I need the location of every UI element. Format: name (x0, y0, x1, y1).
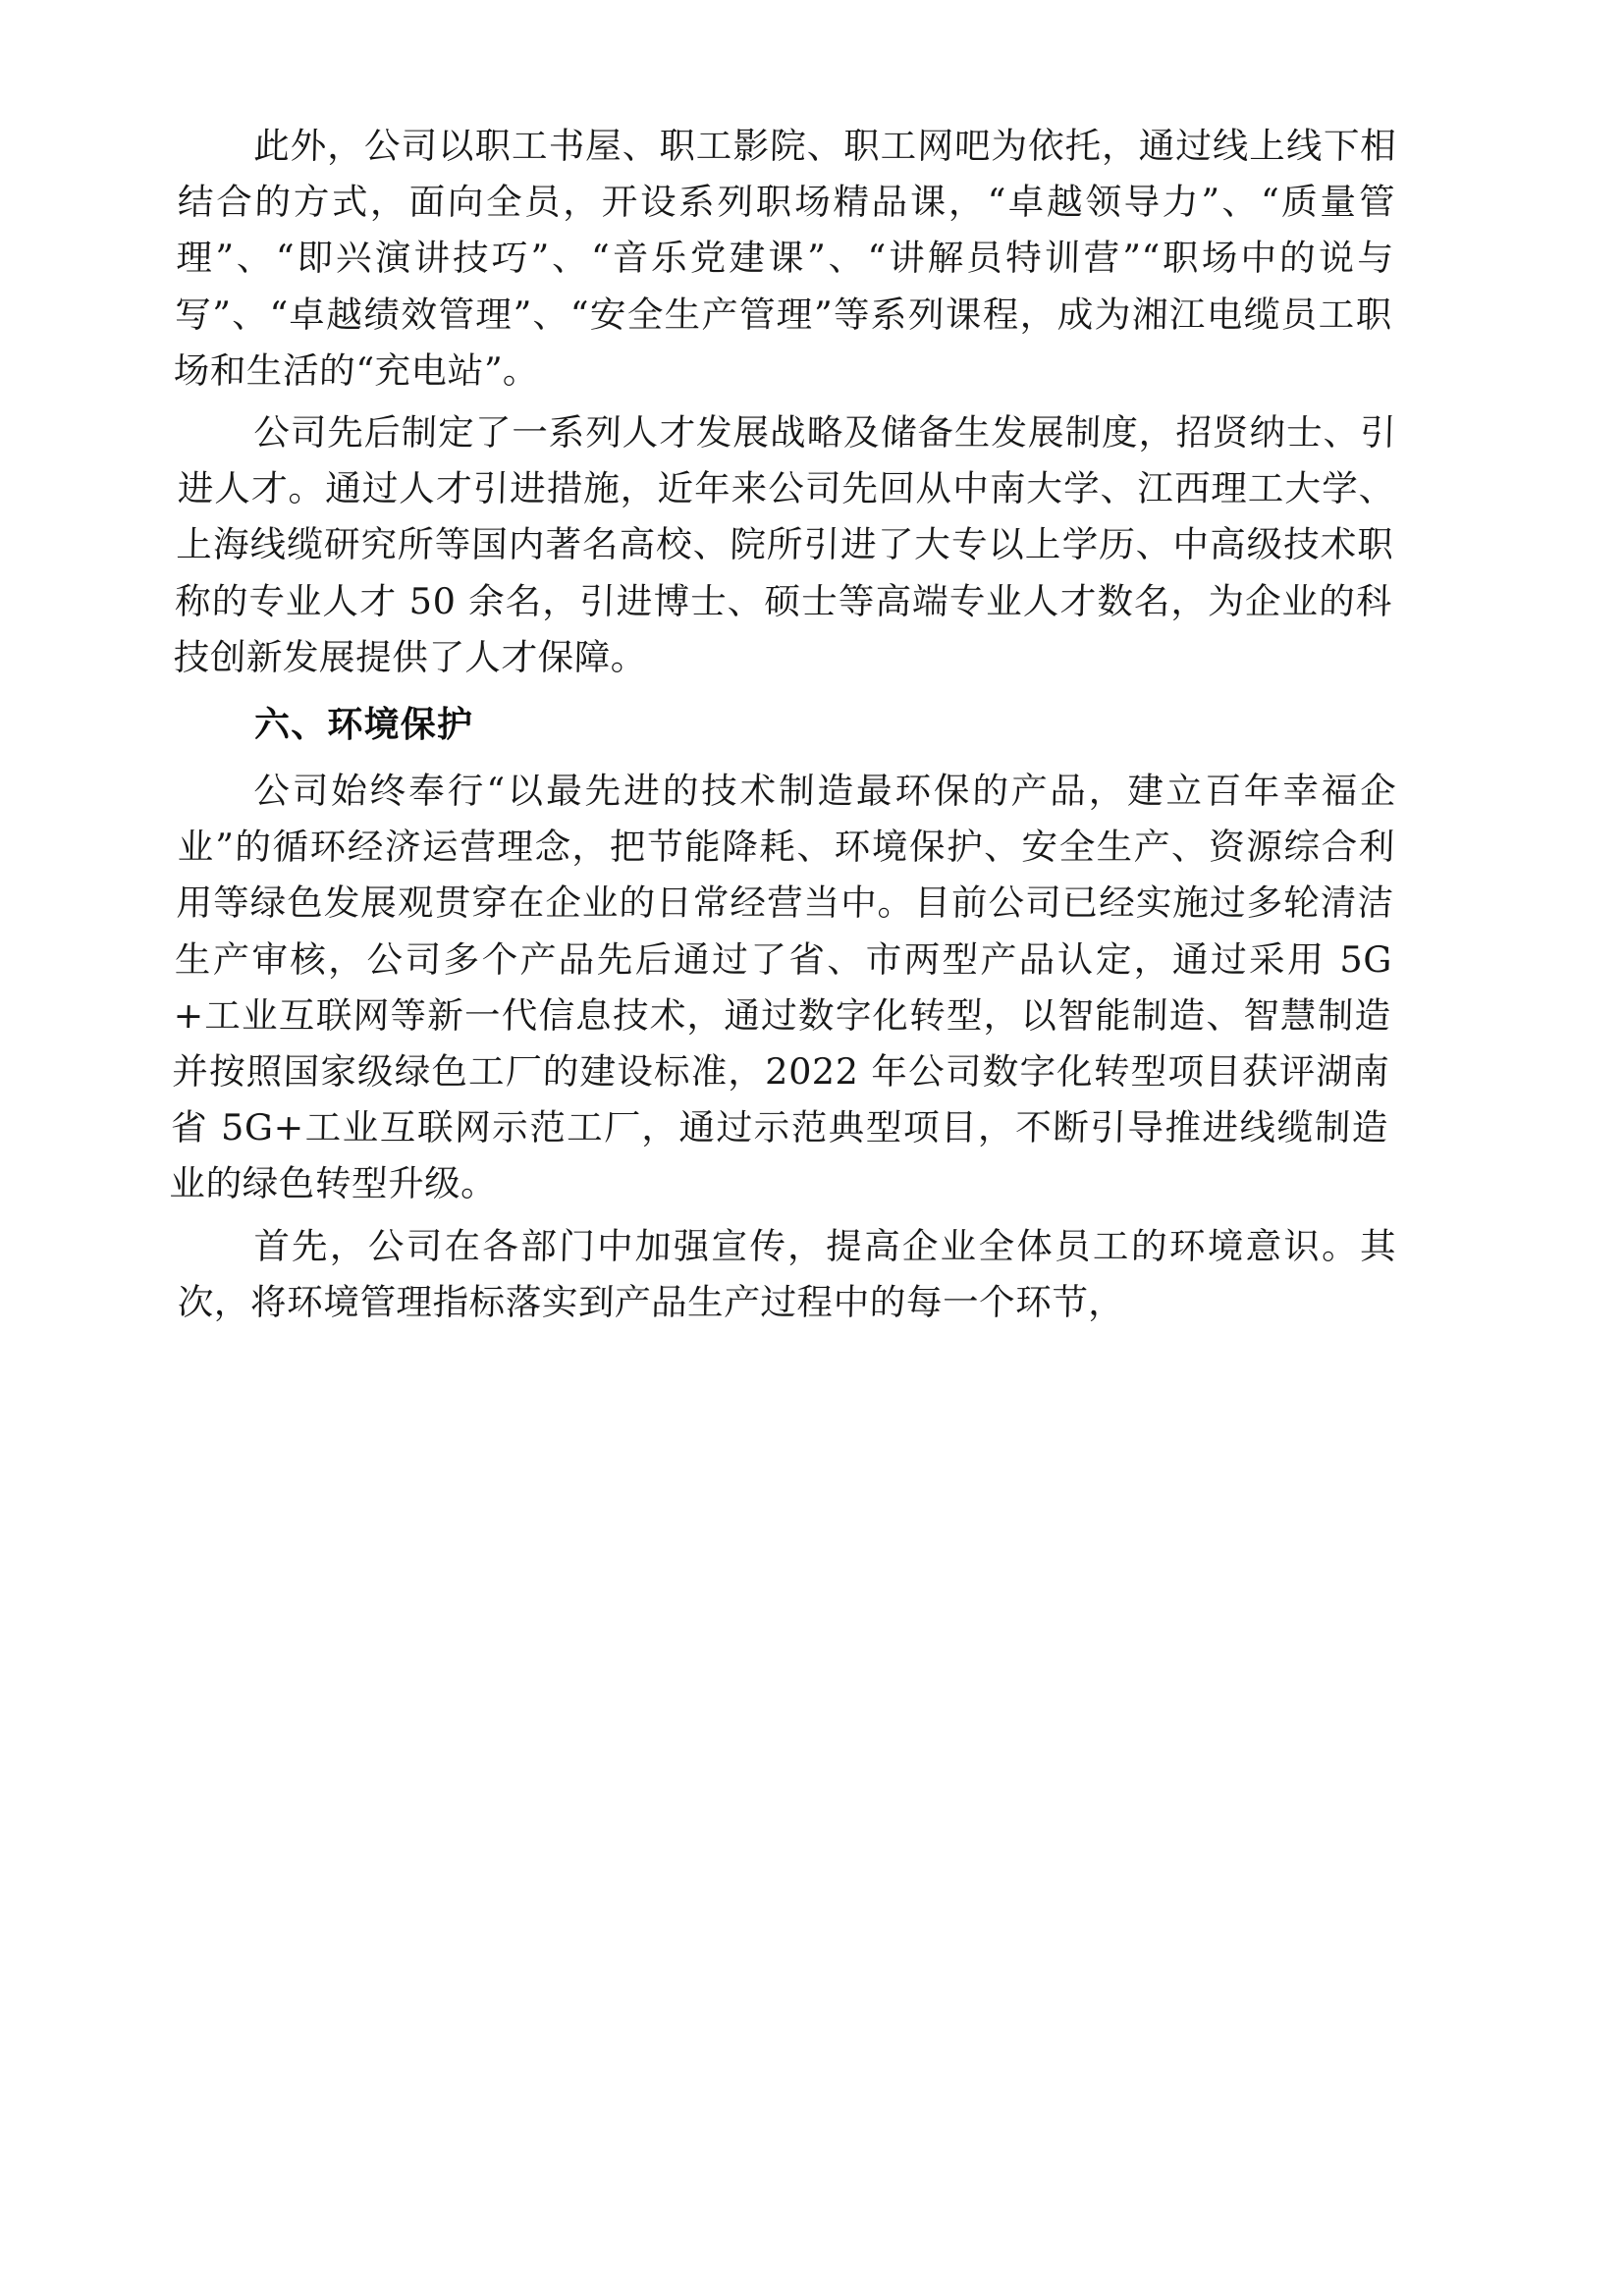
page-content (168, 118, 1397, 1336)
paragraph-staff-training: 此外，公司以职工书屋、职工影院、职工网吧为依托，通过线上线下相结合的方式，面向全员，开设系列职场精品课，“卓越领导力”、“质量管理”、“即兴演讲技巧”、“音乐党建课”、“讲解员特训营”“职场中的说与写”、“卓越绩效管理”、“安全生产管理”等系列课程，成为湘江电缆员工职场和生活的“充电站”。 (173, 125, 1397, 392)
section-heading-environmental-protection: 六、环境保护 (254, 705, 474, 746)
paragraph-green-manufacturing: 公司始终奉行“以最先进的技术制造最环保的产品，建立百年幸福企业”的循环经济运营理念，把节能降耗、环境保护、安全生产、资源综合利用等绿色发展观贯穿在企业的日常经营当中。目前公司已经实施过多轮清洁生产审核，公司多个产品先后通过了省、市两型产品认定，通过采用 5G+工业互联网等新一代信息技术，通过数字化转型，以智能制造、智慧制造并按照国家级绿色工厂的建设标准，2022 年公司数字化转型项目获评湖南省 5G+工业互联网示范工厂，通过示范典型项目，不断引导推进线缆制造业的绿色转型升级。 (168, 770, 1397, 1205)
paragraph-environmental-awareness: 首先，公司在各部门中加强宣传，提高企业全体员工的环境意识。其次，将环境管理指标落实到产品生产过程中的每一个环节， (177, 1224, 1397, 1324)
paragraph-talent-strategy: 公司先后制定了一系列人才发展战略及储备生发展制度，招贤纳士、引进人才。通过人才引进措施，近年来公司先回从中南大学、江西理工大学、上海线缆研究所等国内著名高校、院所引进了大专以上学历、中高级技术职称的专业人才 50 余名，引进博士、硕士等高端专业人才数名，为企业的科技创新发展提供了人才保障。 (173, 411, 1397, 678)
